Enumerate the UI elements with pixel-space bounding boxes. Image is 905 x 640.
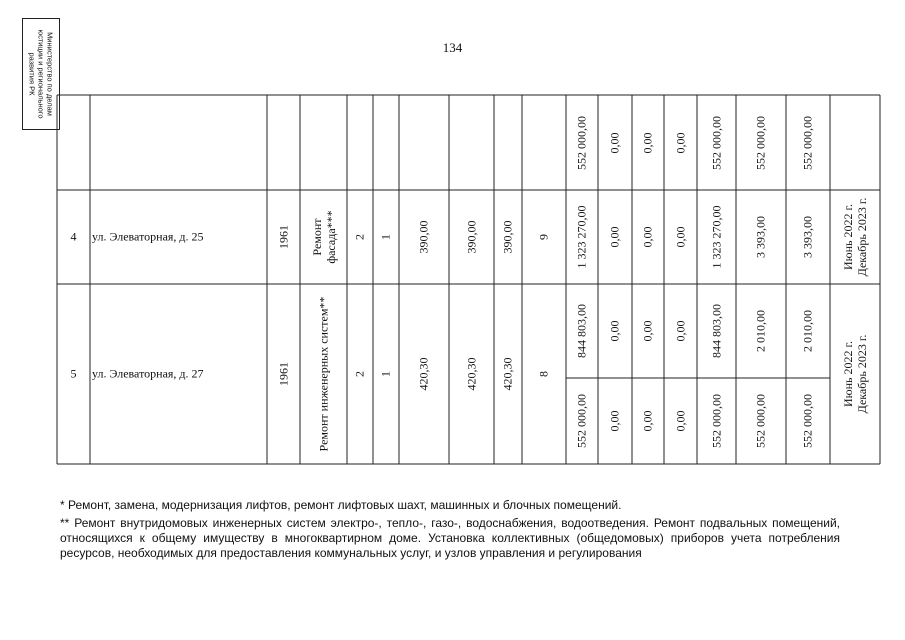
table-cell: 420,30 — [416, 357, 431, 391]
table-cell: 1 — [378, 371, 393, 377]
row-number: 4 — [70, 229, 77, 244]
work-type-cell: Ремонт фасада*** — [309, 210, 338, 264]
table-cell: 552 000,00 — [800, 115, 815, 170]
table-cell: 0,00 — [607, 320, 622, 342]
table-cell: 552 000,00 — [800, 394, 815, 448]
table-cell: 0,00 — [640, 410, 655, 432]
address-cell: ул. Элеваторная, д. 25 — [92, 229, 204, 244]
table-cell: 0,00 — [640, 320, 655, 342]
deadline-cell: Июнь 2022 г. Декабрь 2023 г. — [841, 197, 869, 277]
year-cell: 1961 — [276, 362, 290, 386]
table-cell: 2 — [352, 371, 367, 377]
stamp-text: Министерство по делам юстиции и регионального развития РК — [27, 29, 55, 119]
table-cell: 844 803,00 — [709, 304, 723, 358]
footnote-1: * Ремонт, замена, модернизация лифтов, ремонт лифтовых шахт, машинных и блочных помещений. — [60, 498, 622, 512]
table-cell: 0,00 — [607, 226, 622, 248]
table-cell: 0,00 — [673, 410, 687, 432]
table-cell: 2 010,00 — [800, 310, 815, 352]
table-cell: 390,00 — [464, 220, 478, 254]
table-cell: 0,00 — [673, 320, 687, 342]
table-cell: 552 000,00 — [709, 115, 723, 170]
table-cell: 552 000,00 — [709, 394, 723, 448]
table-cell: 2 — [352, 234, 367, 240]
table-cell: 844 803,00 — [574, 304, 589, 358]
table-cell: 3 393,00 — [800, 216, 815, 258]
row-number: 5 — [70, 366, 77, 381]
table-cell: 1 — [378, 234, 393, 240]
table-cell: 552 000,00 — [574, 394, 589, 448]
table-cell: 2 010,00 — [753, 310, 768, 352]
footnotes — [60, 498, 840, 564]
footnote-2: ** Ремонт внутридомовых инженерных систем электро-, тепло-, газо-, водоснабжения, водоотведения. Ремонт подвальных помещений, относящихся к общему имуществу в многоквартирном доме. Установка коллективных (общедомовых) приборов учета потребления ресурсов, необходимых для предоставления коммунальных услуг, и узлов управления и регулирования — [60, 516, 840, 560]
table-cell: 0,00 — [607, 132, 622, 153]
table-cell: 1 323 270,00 — [709, 205, 723, 269]
table-cell: 0,00 — [673, 132, 687, 153]
address-cell: ул. Элеваторная, д. 27 — [92, 366, 204, 381]
table-cell: 552 000,00 — [574, 115, 589, 170]
work-type-cell: Ремонт инженерных систем** — [316, 296, 330, 452]
table-cell: 552 000,00 — [753, 115, 768, 170]
table-cell: 1 323 270,00 — [574, 205, 589, 269]
table-cell: 9 — [536, 234, 551, 240]
table-cell: 552 000,00 — [753, 394, 768, 448]
table-cell: 390,00 — [416, 220, 431, 254]
deadline-cell: Июнь 2022 г. Декабрь 2023 г. — [841, 334, 869, 414]
table-cell: 0,00 — [640, 132, 655, 153]
table-cell: 3 393,00 — [753, 216, 768, 258]
table-cell: 420,30 — [500, 357, 515, 391]
registration-stamp — [22, 18, 60, 130]
table-cell: 8 — [536, 371, 551, 377]
year-cell: 1961 — [276, 225, 290, 249]
table-cell: 390,00 — [500, 220, 515, 254]
table-cell: 0,00 — [673, 226, 687, 248]
table-cell: 420,30 — [464, 357, 478, 391]
table-cell: 0,00 — [640, 226, 655, 248]
page-number: 134 — [442, 40, 463, 55]
table-cell: 0,00 — [607, 410, 622, 432]
